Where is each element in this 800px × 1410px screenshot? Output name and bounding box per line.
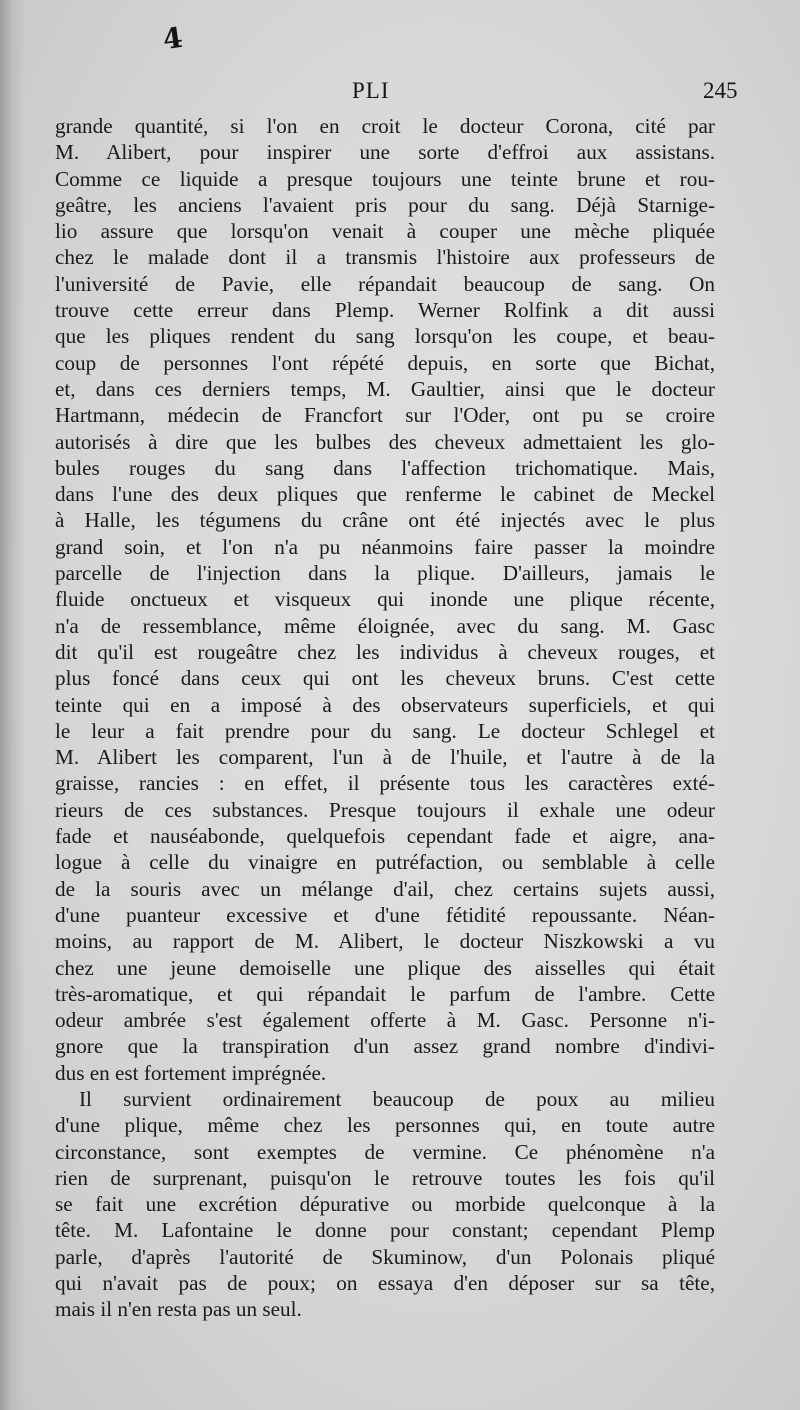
text-line: graisse, rancies : en effet, il présente tous les caractères exté- xyxy=(55,771,715,796)
text-line: d'une plique, même chez les personnes qui, en toute autre xyxy=(55,1113,715,1138)
text-line: le leur a fait prendre pour du sang. Le docteur Schlegel et xyxy=(55,718,715,743)
text-line: M. Alibert, pour inspirer une sorte d'effroi aux assistans. xyxy=(55,140,715,165)
text-line: moins, au rapport de M. Alibert, le docteur Niszkowski a vu xyxy=(55,929,715,954)
text-line: circonstance, sont exemptes de vermine. Ce phénomène n'a xyxy=(55,1139,715,1164)
text-line: odeur ambrée s'est également offerte à M. Gasc. Personne n'i- xyxy=(55,1008,715,1033)
text-line: à Halle, les tégumens du crâne ont été injectés avec le plus xyxy=(55,508,715,533)
text-line: fade et nauséabonde, quelquefois cependant fade et aigre, ana- xyxy=(55,824,715,849)
text-line: dus en est fortement imprégnée. xyxy=(55,1060,327,1085)
text-line: fluide onctueux et visqueux qui inonde une plique récente, xyxy=(55,587,715,612)
text-line: rieurs de ces substances. Presque toujours il exhale une odeur xyxy=(55,797,715,822)
text-line: teinte qui en a imposé à des observateurs superficiels, et qui xyxy=(55,692,715,717)
text-line: tête. M. Lafontaine le donne pour constant; cependant Plemp xyxy=(55,1218,715,1243)
spine-shadow xyxy=(0,0,26,1410)
text-line: Il survient ordinairement beaucoup de poux au milieu xyxy=(79,1086,715,1111)
text-line: rien de surprenant, puisqu'on le retrouve toutes les fois qu'il xyxy=(55,1165,715,1190)
text-line: l'université de Pavie, elle répandait beaucoup de sang. On xyxy=(55,271,715,296)
text-line: coup de personnes l'ont répété depuis, en sorte que Bichat, xyxy=(55,350,715,375)
running-head xyxy=(0,78,800,108)
text-line: de la souris avec un mélange d'ail, chez certains sujets aussi, xyxy=(55,876,715,901)
text-line: d'une puanteur excessive et d'une fétidité repoussante. Néan- xyxy=(55,902,715,927)
text-line: geâtre, les anciens l'avaient pris pour du sang. Déjà Starnige- xyxy=(55,192,715,217)
text-line: grand soin, et l'on n'a pu néanmoins faire passer la moindre xyxy=(55,534,715,559)
text-line: plus foncé dans ceux qui ont les cheveux bruns. C'est cette xyxy=(55,666,715,691)
text-line: qui n'avait pas de poux; on essaya d'en déposer sur sa tête, xyxy=(55,1271,715,1296)
text-line: Comme ce liquide a presque toujours une teinte brune et rou- xyxy=(55,166,715,191)
text-line: et, dans ces derniers temps, M. Gaultier, ainsi que le docteur xyxy=(55,376,715,401)
text-line: mais il n'en resta pas un seul. xyxy=(55,1297,302,1322)
text-line: très-aromatique, et qui répandait le parfum de l'ambre. Cette xyxy=(55,981,715,1006)
text-line: parcelle de l'injection dans la plique. D'ailleurs, jamais le xyxy=(55,561,715,586)
text-line: chez une jeune demoiselle une plique des aisselles qui était xyxy=(55,955,715,980)
page-number: 245 xyxy=(703,78,738,103)
text-line: dans l'une des deux pliques que renferme le cabinet de Meckel xyxy=(55,482,715,507)
text-line: bules rouges du sang dans l'affection trichomatique. Mais, xyxy=(55,455,715,480)
text-line: que les pliques rendent du sang lorsqu'on les coupe, et beau- xyxy=(55,324,715,349)
paragraph xyxy=(55,113,715,1086)
text-body xyxy=(55,113,715,1323)
text-line: gnore que la transpiration d'un assez grand nombre d'indivi- xyxy=(55,1034,715,1059)
paragraph xyxy=(55,1086,715,1323)
text-line: chez le malade dont il a transmis l'histoire aux professeurs de xyxy=(55,245,715,270)
text-line: logue à celle du vinaigre en putréfaction, ou semblable à celle xyxy=(55,850,715,875)
text-line: M. Alibert les comparent, l'un à de l'huile, et l'autre à de la xyxy=(55,745,715,770)
text-line: parle, d'après l'autorité de Skuminow, d'un Polonais pliqué xyxy=(55,1244,715,1269)
text-line: n'a de ressemblance, même éloignée, avec du sang. M. Gasc xyxy=(55,613,715,638)
text-line: se fait une excrétion dépurative ou morbide quelconque à la xyxy=(55,1192,715,1217)
text-line: grande quantité, si l'on en croit le docteur Corona, cité par xyxy=(55,114,715,138)
running-head-title: PLI xyxy=(352,78,390,103)
text-line: dit qu'il est rougeâtre chez les individus à cheveux rouges, et xyxy=(55,639,715,664)
text-line: lio assure que lorsqu'on venait à couper une mèche pliquée xyxy=(55,219,715,244)
text-line: trouve cette erreur dans Plemp. Werner Rolfink a dit aussi xyxy=(55,298,715,323)
text-line: autorisés à dire que les bulbes des cheveux admettaient les glo- xyxy=(55,429,715,454)
text-line: Hartmann, médecin de Francfort sur l'Oder, ont pu se croire xyxy=(55,403,715,428)
ink-mark: 4 xyxy=(160,20,185,57)
